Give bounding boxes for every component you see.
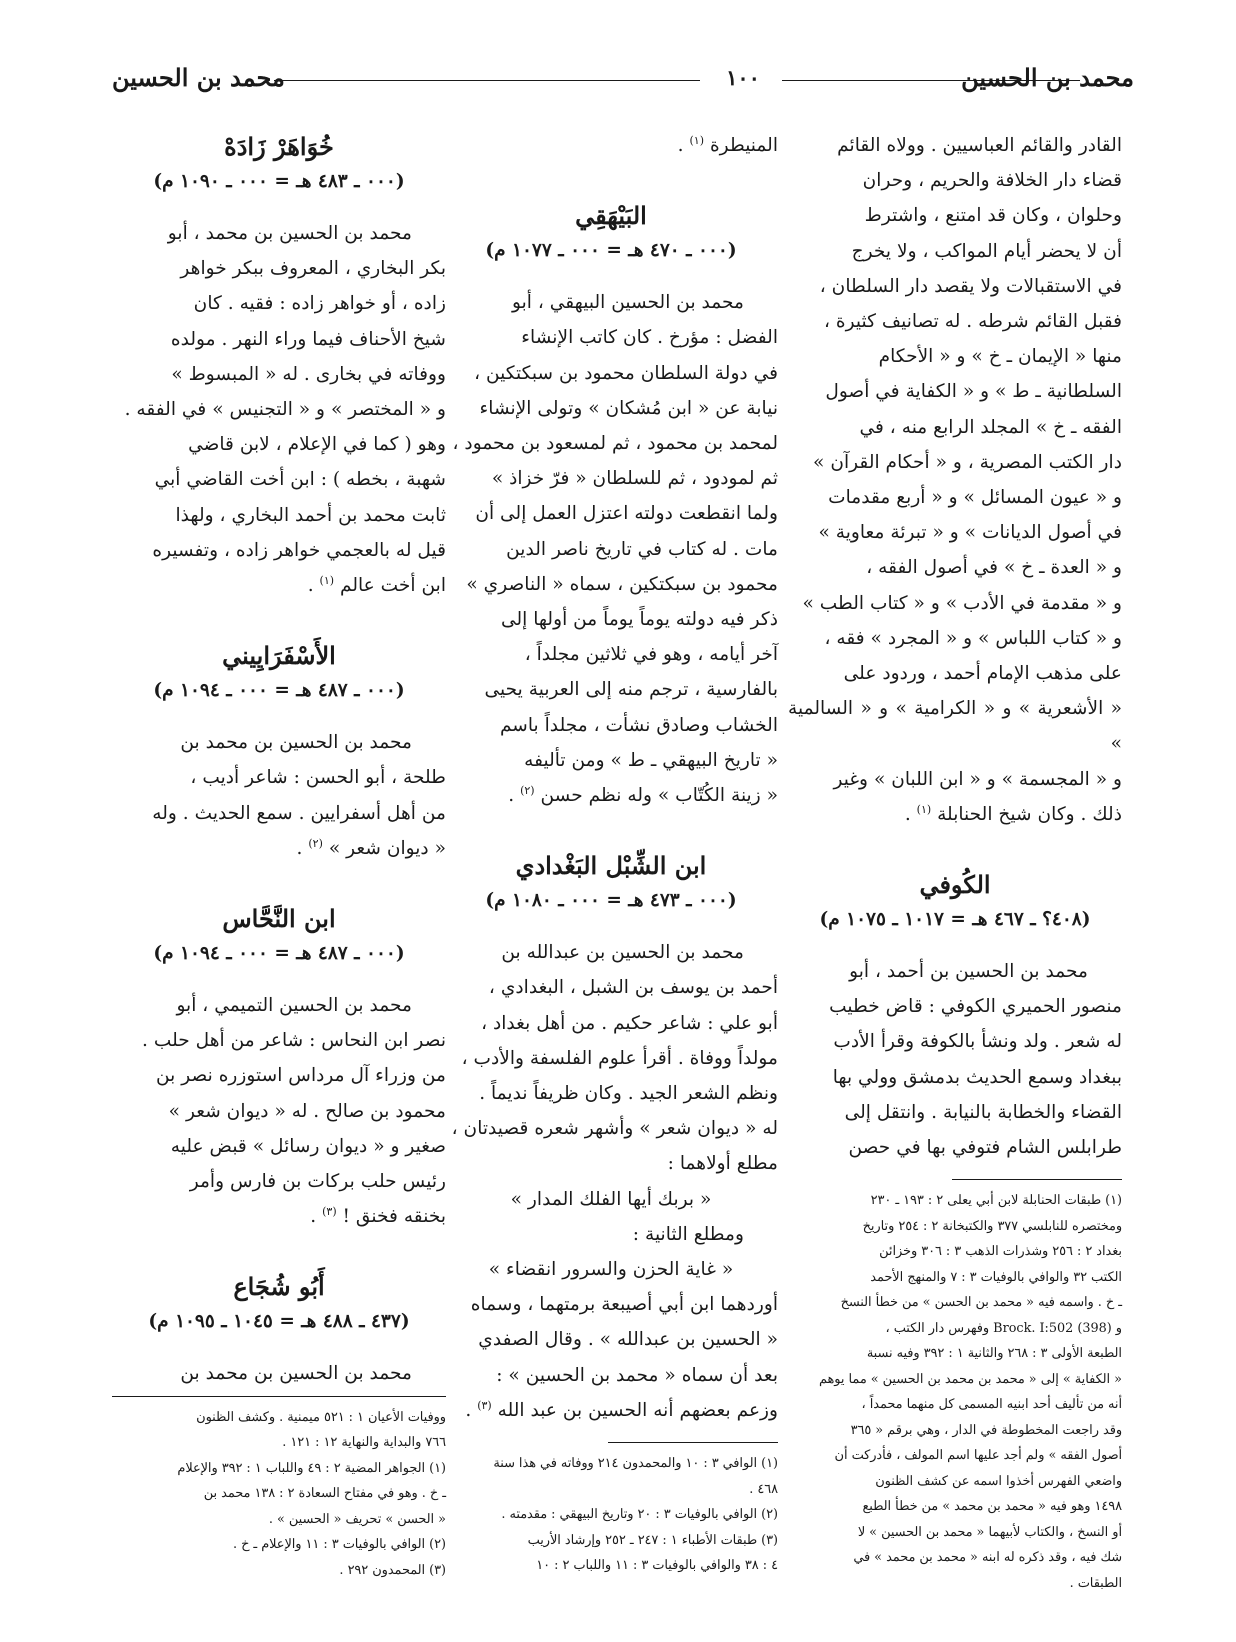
entry-heading-isfaraini — [112, 637, 446, 707]
footnote-line: واضعي الفهرس أخذوا اسمه عن كشف الظنون — [875, 1473, 1122, 1489]
text-line: المنيطرة $^{(١)}$ . — [677, 133, 778, 156]
entry-name: الأَسْفَرَايِيني — [222, 641, 336, 671]
text-line: وحلوان ، وكان قد امتنع ، واشترط — [864, 205, 1122, 227]
text-line-content: المنيطرة — [709, 135, 778, 156]
footnote-line: الطبقات . — [1069, 1575, 1122, 1591]
text-line: أوردهما ابن أبي أصيبعة برمتهما ، وسماه — [470, 1294, 778, 1316]
entry-name: الكُوفي — [919, 870, 991, 900]
text-line: ابن أخت عالم $^{(١)}$ . — [307, 573, 446, 597]
text-line: و « مقدمة في الأدب » و « كتاب الطب » — [802, 592, 1122, 614]
footnote-line: (٣) المحمدون ٢٩٢ . — [339, 1562, 446, 1578]
text-line: ونظم الشعر الجيد . وكان ظريفاً نديماً . — [479, 1083, 778, 1105]
text-line: قضاء دار الخلافة والحريم ، وحران — [862, 170, 1122, 192]
footnote-line: ـ خ . وهو في مفتاح السعادة ٢ : ١٣٨ محمد بن — [203, 1486, 446, 1502]
text-line: القضاء والخطابة بالنيابة . وانتقل إلى — [844, 1101, 1122, 1123]
text-line: « ديوان شعر » $^{(٢)}$ . — [296, 836, 446, 859]
text-line: محمد بن الحسين بن محمد ، أبو — [167, 223, 412, 244]
text-line: محمد بن الحسين بن أحمد ، أبو — [849, 961, 1088, 983]
text-line: « زينة الكُتّاب » وله نظم حسن $^{(٢)}$ . — [508, 783, 778, 807]
footnote-separator — [608, 1442, 778, 1443]
footnote-line: وقد راجعت المخطوطة في الدار ، وهي برقم « ٣٦٥ — [850, 1422, 1122, 1438]
text-line: محمد بن الحسين بن محمد بن — [180, 732, 412, 754]
footnote-marker: (٣) — [322, 1205, 337, 1219]
footnote-line: أصول الفقه » ولم أجد عليها اسم المولف ، فأدركت أن — [834, 1448, 1122, 1464]
footnote-marker: (١) — [689, 133, 705, 147]
text-line: رئيس حلب بركات بن فارس وأمر — [189, 1171, 446, 1193]
header-right-title: محمد بن الحسين — [961, 63, 1134, 92]
entry-dates: (٤٣٧ ـ ٤٨٨ هـ = ١٠٤٥ ـ ١٠٩٥ م) — [148, 1311, 410, 1333]
text-line: و « عيون المسائل » و « أربع مقدمات — [828, 487, 1122, 509]
entry-text-bayhaqi — [444, 285, 778, 813]
entry-dates: (٠٠٠ ـ ٤٨٧ هـ = ٠٠٠ ـ ١٠٩٤ م) — [153, 943, 405, 965]
text-line: الفقه ـ خ » المجلد الرابع منه ، في — [859, 416, 1122, 438]
header-rule-left — [274, 80, 700, 81]
entry-name: خُوَاهَرْ زَادَهْ — [224, 132, 334, 161]
text-line: ذكر فيه دولته يوماً يوماً من أولها إلى — [500, 609, 778, 631]
text-line: و « المجسمة » و « ابن اللبان » وغير — [833, 768, 1122, 790]
footnote-line: « الحسن » تحريف « الحسين » . — [268, 1511, 446, 1527]
text-line: الخشاب وصادق نشأت ، مجلداً باسم — [499, 714, 778, 736]
entry-dates: (٤٠٨؟ ـ ٤٦٧ هـ = ١٠١٧ ـ ١٠٧٥ م) — [819, 909, 1091, 931]
text-line: ولما انقطعت دولته اعتزل العمل إلى أن — [475, 503, 778, 525]
entry-dates: (٠٠٠ ـ ٤٧٣ هـ = ٠٠٠ ـ ١٠٨٠ م) — [485, 890, 737, 912]
text-line: أحمد بن يوسف بن الشبل ، البغدادي ، — [488, 977, 778, 999]
footnote-marker: (١) — [916, 802, 932, 816]
footnote-marker: (١) — [319, 573, 335, 587]
footnote-line: أو النسخ ، والكتاب لأبيهما « محمد بن الحسين » لا — [857, 1524, 1122, 1540]
footnote-line: (٣) طبقات الأطباء ١ : ٢٤٧ ـ ٢٥٢ وإرشاد الأريب — [527, 1532, 778, 1548]
text-line: منها « الإيمان ـ خ » و « الأحكام — [878, 346, 1122, 368]
text-line: منصور الحميري الكوفي : قاض خطيب — [829, 996, 1122, 1018]
column-middle — [444, 128, 778, 1579]
page-number: ١٠٠ — [726, 65, 760, 90]
text-line: أن لا يحضر أيام المواكب ، ولا يخرج — [851, 240, 1122, 262]
text-line: القادر والقائم العباسيين . وولاه القائم — [837, 135, 1122, 156]
footnote-line: و (398) Brock. I:502 وفهرس دار الكتب ، — [885, 1320, 1122, 1336]
text-line: ومطلع الثانية : — [632, 1223, 744, 1245]
text-line: لمحمد بن محمود ، ثم لمسعود بن محمود ، — [452, 433, 778, 455]
verse-line: « بربك أيها الفلك المدار » — [510, 1188, 712, 1210]
column-right — [788, 128, 1122, 1596]
footnote-line: ٤ : ٣٨ والوافي بالوفيات ٣ : ١١ واللباب ٢ : ١٠ — [536, 1558, 778, 1574]
text-line-content: « زينة الكُتّاب » وله نظم حسن — [540, 785, 778, 807]
text-line: ببغداد وسمع الحديث بدمشق وولي بها — [832, 1066, 1122, 1088]
footnote-line: بغداد ٢ : ٢٥٦ وشذرات الذهب ٣ : ٣٠٦ وخزائن — [879, 1244, 1122, 1260]
entry-name: أَبُو شُجَاع — [233, 1272, 325, 1302]
text-line: « الأشعرية » و « الكرامية » و « السالمية » — [788, 698, 1122, 755]
text-line: مولداً ووفاة . أقرأ علوم الفلسفة والأدب ، — [461, 1047, 778, 1069]
text-line: مات . له كتاب في تاريخ ناصر الدين — [506, 538, 778, 560]
entry-name: البَيْهَقِي — [575, 201, 647, 231]
text-line: ثم لمودود ، ثم للسلطان « فرّ خزاذ » — [491, 468, 778, 490]
entry-text-kufi — [788, 954, 1122, 1165]
text-line: نصر ابن النحاس : شاعر من أهل حلب . — [142, 1030, 446, 1052]
text-line: طلحة ، أبو الحسن : شاعر أديب ، — [190, 767, 446, 789]
footnotes-right — [788, 1188, 1122, 1596]
continued-entry-text — [788, 128, 1122, 832]
entry-dates: (٠٠٠ ـ ٤٧٠ هـ = ٠٠٠ ـ ١٠٧٧ م) — [485, 240, 737, 262]
entry-heading-kufi — [788, 866, 1122, 936]
text-line: زاده ، أو خواهر زاده : فقيه . كان — [193, 293, 446, 315]
text-line: وزعم بعضهم أنه الحسين بن عبد الله $^{(٣)}$ . — [465, 1398, 778, 1421]
text-line: وهو ( كما في الإعلام ، لابن قاضي — [188, 434, 446, 456]
text-line: محمد بن الحسين بن محمد بن — [180, 1363, 412, 1385]
text-line: نيابة عن « ابن مُشكان » وتولى الإنشاء — [479, 397, 778, 419]
column-left — [112, 128, 446, 1583]
text-line: ثابت محمد بن أحمد البخاري ، ولهذا — [175, 504, 446, 526]
entry-name: ابن النَّحَّاس — [222, 904, 336, 934]
text-line: محمود بن صالح . له « ديوان شعر » — [168, 1100, 446, 1122]
text-line-content: « ديوان شعر » — [328, 837, 446, 859]
entry-name: ابن الشِّبْل البَغْدادي — [515, 851, 707, 881]
footnote-line: ـ خ . واسمه فيه « محمد بن الحسن » من خطأ النسخ — [840, 1295, 1122, 1311]
footnote-line: الطبعة الأولى ٣ : ٢٦٨ والثانية ١ : ٣٩٢ وفيه نسبة — [866, 1346, 1122, 1362]
text-line: بعد أن سماه « محمد بن الحسين » : — [496, 1364, 778, 1386]
text-line: ذلك . وكان شيخ الحنابلة $^{(١)}$ . — [904, 802, 1122, 825]
text-line: و « المختصر » و « التجنيس » في الفقه . — [124, 399, 446, 421]
text-line: في الاستقبالات ولا يقصد دار السلطان ، — [819, 275, 1122, 297]
footnote-separator — [952, 1179, 1122, 1180]
text-line: دار الكتب المصرية ، و « أحكام القرآن » — [813, 451, 1122, 473]
text-line: على مذهب الإمام أحمد ، وردود على — [843, 663, 1122, 685]
verse-line: « غاية الحزن والسرور انقضاء » — [488, 1259, 734, 1281]
text-line: صغير و « ديوان رسائل » قبض عليه — [170, 1135, 446, 1157]
entry-text-khwahir — [112, 216, 446, 603]
text-line: ووفاته في بخارى . له « المبسوط » — [171, 363, 446, 385]
entry-heading-shibl — [444, 847, 778, 917]
text-line: بالفارسية ، ترجم منه إلى العربية يحيى — [484, 679, 778, 701]
text-line: له « ديوان شعر » وأشهر شعره قصيدتان ، — [451, 1118, 778, 1140]
text-line: محمد بن الحسين البيهقي ، أبو — [511, 292, 744, 314]
footnote-marker: (٣) — [477, 1398, 492, 1412]
entry-dates: (٠٠٠ ـ ٤٨٣ هـ = ٠٠٠ ـ ١٠٩٠ م) — [153, 171, 405, 192]
footnote-line: الكتب ٣٢ والوافي بالوفيات ٣ : ٧ والمنهج الأحمد — [870, 1269, 1122, 1285]
text-line-content: ابن أخت عالم — [339, 575, 446, 597]
footnote-line: « الكفاية » إلى « محمد بن محمد بن الحسين » مما يوهم — [819, 1371, 1122, 1387]
footnote-line: ٧٦٦ والبداية والنهاية ١٢ : ١٢١ . — [282, 1435, 446, 1451]
running-header — [112, 62, 1134, 94]
text-line: و « العدة ـ خ » في أصول الفقه ، — [866, 557, 1122, 579]
footnote-line: ٤٦٨ . — [749, 1481, 778, 1497]
header-left-title: محمد بن الحسين — [112, 63, 285, 92]
footnote-line: ومختصره للنابلسي ٣٧٧ والكتبخانة ٢ : ٢٥٤ وتاريخ — [862, 1218, 1122, 1234]
entry-text-abushuja — [112, 1356, 446, 1391]
text-line: السلطانية ـ ط » و « الكفاية في أصول — [825, 381, 1122, 403]
footnote-line: (٢) الوافي بالوفيات ٣ : ٢٠ وتاريخ البيهقي : مقدمته . — [501, 1507, 778, 1523]
text-line: في دولة السلطان محمود بن سبكتكين ، — [474, 362, 778, 384]
text-line-content: بخنقه فخنق ! — [342, 1206, 446, 1228]
footnote-marker: (٢) — [308, 836, 323, 850]
entry-text-isfaraini — [112, 725, 446, 866]
footnote-separator — [112, 1396, 446, 1397]
entry-text-shibl — [444, 935, 778, 1428]
footnote-line: (١) الوافي ٣ : ١٠ والمحمدون ٢١٤ ووفاته في هذا سنة — [493, 1456, 778, 1472]
footnote-line: (١) الجواهر المضية ٢ : ٤٩ واللباب ١ : ٣٩٢ والإعلام — [177, 1460, 446, 1476]
text-line: في أصول الديانات » و « تبرئة معاوية » — [818, 522, 1122, 544]
footnote-marker: (٢) — [520, 783, 535, 797]
text-line: بخنقه فخنق ! $^{(٣)}$ . — [310, 1205, 446, 1228]
text-line: فقبل القائم شرطه . له تصانيف كثيرة ، — [823, 311, 1122, 333]
text-line: له شعر . ولد ونشأ بالكوفة وقرأ الأدب — [833, 1031, 1122, 1053]
text-line: الفضل : مؤرخ . كان كاتب الإنشاء — [521, 327, 778, 349]
entry-heading-khwahir — [112, 128, 446, 198]
text-line: و « كتاب اللباس » و « المجرد » فقه ، — [824, 627, 1122, 649]
text-line: « الحسين بن عبدالله » . وقال الصفدي — [478, 1329, 778, 1351]
footnotes-middle — [444, 1451, 778, 1579]
text-line: محمود بن سبكتكين ، سماه « الناصري » — [466, 573, 778, 595]
text-line: طرابلس الشام فتوفي بها في حصن — [848, 1137, 1122, 1159]
entry-heading-bayhaqi — [444, 197, 778, 267]
footnote-line: شك فيه ، وقد ذكره له ابنه « محمد بن محمد » في — [853, 1550, 1122, 1566]
text-line: بكر البخاري ، المعروف ببكر خواهر — [180, 258, 446, 280]
text-line: مطلع أولاهما : — [667, 1153, 778, 1175]
text-line: أبو علي : شاعر حكيم . من أهل بغداد ، — [481, 1012, 778, 1034]
text-line: آخر أيامه ، وهو في ثلاثين مجلداً ، — [524, 644, 778, 666]
entry-dates: (٠٠٠ ـ ٤٨٧ هـ = ٠٠٠ ـ ١٠٩٤ م) — [153, 680, 405, 702]
text-line: شهبة ، بخطه ) : ابن أخت القاضي أبي — [154, 469, 446, 491]
text-line: محمد بن الحسين بن عبدالله بن — [501, 942, 744, 964]
entry-text-nahhas — [112, 988, 446, 1234]
text-line: شيخ الأحناف فيما وراء النهر . مولده — [170, 328, 446, 350]
footnote-line: ١٤٩٨ وهو فيه « محمد بن محمد » من خطأ الطبع — [862, 1499, 1122, 1515]
footnote-line: ووفيات الأعيان ١ : ٥٢١ ميمنية . وكشف الظنون — [196, 1409, 446, 1425]
footnote-line: (٢) الوافي بالوفيات ٣ : ١١ والإعلام ـ خ . — [232, 1537, 446, 1553]
text-line: محمد بن الحسين التميمي ، أبو — [176, 995, 412, 1017]
footnote-line: أنه من تأليف أحد ابنيه المسمى كل منهما محمداً ، — [861, 1397, 1122, 1413]
text-line: من أهل أسفرايين . سمع الحديث . وله — [152, 802, 446, 824]
footnotes-left — [112, 1405, 446, 1584]
text-line: قيل له بالعجمي خواهر زاده ، وتفسيره — [152, 539, 446, 561]
text-line: من وزراء آل مرداس استوزره نصر بن — [155, 1065, 446, 1087]
text-line: « تاريخ البيهقي ـ ط » ومن تأليفه — [524, 749, 778, 771]
entry-heading-abushuja — [112, 1268, 446, 1338]
footnote-line: (١) طبقات الحنابلة لابن أبي يعلى ٢ : ١٩٣ ـ ٢٣٠ — [870, 1193, 1122, 1209]
text-line-content: وزعم بعضهم أنه الحسين بن عبد الله — [497, 1399, 778, 1421]
text-line-content: ذلك . وكان شيخ الحنابلة — [937, 803, 1122, 825]
entry-heading-nahhas — [112, 900, 446, 970]
